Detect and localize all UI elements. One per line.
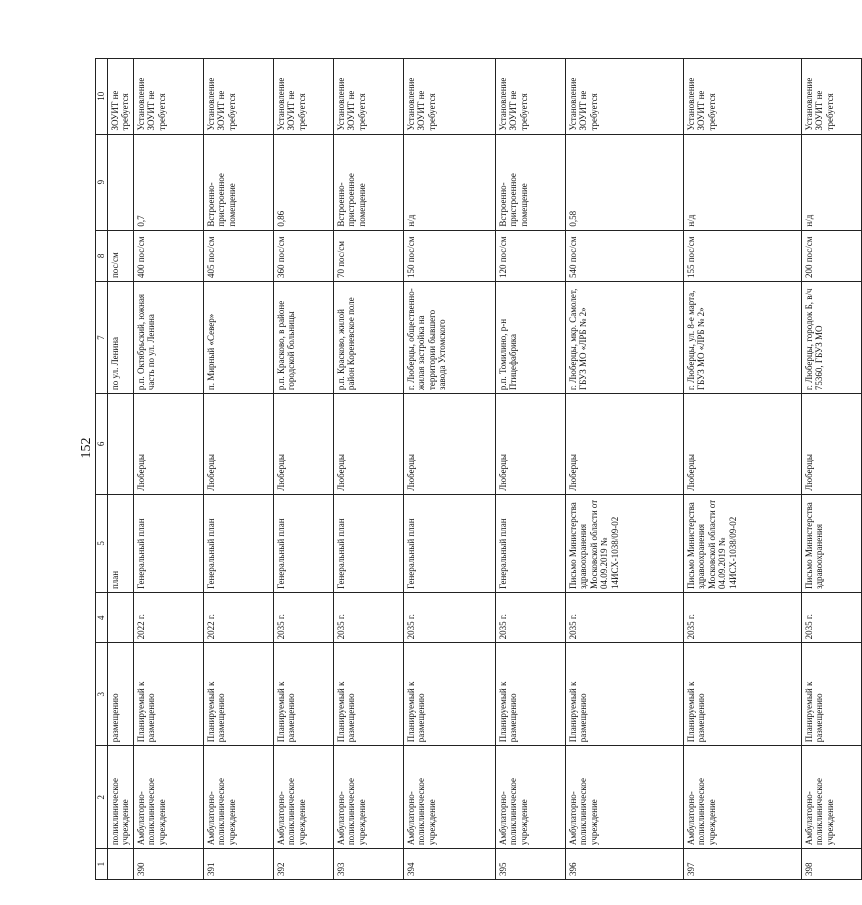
table-cell-5: Генеральный план <box>333 494 403 592</box>
table-cell-10: Установление ЗОУИТ не требуется <box>565 59 683 135</box>
table-cell-10: Установление ЗОУИТ не требуется <box>403 59 495 135</box>
table-cell-8: 400 пос/см <box>133 230 203 281</box>
table-cell-3: размещению <box>107 643 133 746</box>
rotated-table-wrapper <box>95 58 835 880</box>
column-number: 2 <box>96 746 108 849</box>
table-row <box>683 59 801 880</box>
table-cell-1: 394 <box>403 849 495 880</box>
table-cell-8: пос/см <box>107 230 133 281</box>
table-cell-5: Письмо Министерства здравоохранения Московской области от 04.09.2019 № 14ИСХ-1038/09-02 <box>683 494 801 592</box>
column-number: 8 <box>96 230 108 281</box>
table-cell-1: 392 <box>273 849 333 880</box>
table-cell-5: Генеральный план <box>403 494 495 592</box>
column-number: 7 <box>96 282 108 394</box>
table-cell-6: Люберцы <box>203 394 273 495</box>
table-cell-4: 2035 г. <box>801 593 861 643</box>
table-cell-5: Генеральный план <box>273 494 333 592</box>
table-cell-7: г. Люберцы, ул. 8-е марта, ГБУЗ МО «ЛРБ № 2» <box>683 282 801 394</box>
table-cell-4 <box>107 593 133 643</box>
table-cell-6 <box>107 394 133 495</box>
column-number: 1 <box>96 849 108 880</box>
table-cell-5: Генеральный план <box>133 494 203 592</box>
table-cell-3: Планируемый к размещению <box>403 643 495 746</box>
table-cell-2: Амбулаторно-поликлиническое учреждение <box>133 746 203 849</box>
table-cell-2: поликлиническое учреждение <box>107 746 133 849</box>
table-cell-9 <box>107 134 133 230</box>
table-cell-1: 393 <box>333 849 403 880</box>
table-cell-10: Установление ЗОУИТ не требуется <box>683 59 801 135</box>
table-cell-9: 0,7 <box>133 134 203 230</box>
table-cell-4: 2035 г. <box>683 593 801 643</box>
table-cell-10: Установление ЗОУИТ не требуется <box>801 59 861 135</box>
table-cell-10: Установление ЗОУИТ не требуется <box>495 59 565 135</box>
table-cell-5: план <box>107 494 133 592</box>
table-cell-2: Амбулаторно-поликлиническое учреждение <box>273 746 333 849</box>
table-cell-1: 398 <box>801 849 861 880</box>
table-cell-3: Планируемый к размещению <box>273 643 333 746</box>
column-number: 6 <box>96 394 108 495</box>
table-cell-3: Планируемый к размещению <box>133 643 203 746</box>
table-cell-8: 120 пос/см <box>495 230 565 281</box>
table-cell-1: 395 <box>495 849 565 880</box>
table-cell-3: Планируемый к размещению <box>683 643 801 746</box>
table-cell-7: р.п. Красково, в районе городской больницы <box>273 282 333 394</box>
column-number-row <box>96 59 108 880</box>
table-cell-7: по ул. Ленина <box>107 282 133 394</box>
table-cell-6: Люберцы <box>133 394 203 495</box>
table-cell-10: Установление ЗОУИТ не требуется <box>203 59 273 135</box>
table-cell-8: 540 пос/см <box>565 230 683 281</box>
table-cell-4: 2035 г. <box>565 593 683 643</box>
table-cell-4: 2035 г. <box>273 593 333 643</box>
table-cell-9: 0,86 <box>273 134 333 230</box>
table-cell-4: 2035 г. <box>403 593 495 643</box>
table-cell-3: Планируемый к размещению <box>333 643 403 746</box>
table-cell-7: г. Люберцы, общественно-жилая застройка на территории бывшего завода Ухтомского <box>403 282 495 394</box>
table-row <box>565 59 683 880</box>
table-cell-6: Люберцы <box>495 394 565 495</box>
table-cell-10: Установление ЗОУИТ не требуется <box>333 59 403 135</box>
table-cell-1: 390 <box>133 849 203 880</box>
table-cell-1 <box>107 849 133 880</box>
table-cell-6: Люберцы <box>801 394 861 495</box>
column-number: 5 <box>96 494 108 592</box>
table-row <box>403 59 495 880</box>
table-cell-4: 2035 г. <box>333 593 403 643</box>
table-cell-2: Амбулаторно-поликлиническое учреждение <box>333 746 403 849</box>
table-cell-4: 2022 г. <box>203 593 273 643</box>
table-cell-7: п. Мирный «Север» <box>203 282 273 394</box>
table-cell-10: ЗОУИТ не требуется <box>107 59 133 135</box>
table-cell-9: Встроенно-пристроенное помещение <box>495 134 565 230</box>
table-cell-8: 360 пос/см <box>273 230 333 281</box>
table-row <box>107 59 133 880</box>
table-cell-7: р.п. Томилино, р-н Птицефабрика <box>495 282 565 394</box>
column-number: 3 <box>96 643 108 746</box>
table-cell-9: 0,58 <box>565 134 683 230</box>
table-cell-7: р.п. Красково, жилой район Кореневское поле <box>333 282 403 394</box>
table-cell-4: 2022 г. <box>133 593 203 643</box>
table-cell-4: 2035 г. <box>495 593 565 643</box>
table-cell-8: 200 пос/см <box>801 230 861 281</box>
table-cell-1: 391 <box>203 849 273 880</box>
column-number: 9 <box>96 134 108 230</box>
table-cell-9: н/д <box>801 134 861 230</box>
table-cell-2: Амбулаторно-поликлиническое учреждение <box>683 746 801 849</box>
table-cell-6: Люберцы <box>403 394 495 495</box>
table-cell-1: 396 <box>565 849 683 880</box>
table-cell-5: Генеральный план <box>203 494 273 592</box>
table-cell-8: 150 пос/см <box>403 230 495 281</box>
table-row <box>273 59 333 880</box>
table-row <box>133 59 203 880</box>
table-cell-5: Письмо Министерства здравоохранения <box>801 494 861 592</box>
table-cell-8: 405 пос/см <box>203 230 273 281</box>
table-cell-3: Планируемый к размещению <box>565 643 683 746</box>
page-number: 152 <box>79 437 94 459</box>
table-cell-5: Генеральный план <box>495 494 565 592</box>
table-row <box>333 59 403 880</box>
table-cell-3: Планируемый к размещению <box>495 643 565 746</box>
table-cell-2: Амбулаторно-поликлиническое учреждение <box>403 746 495 849</box>
table-cell-2: Амбулаторно-поликлиническое учреждение <box>495 746 565 849</box>
table-row <box>495 59 565 880</box>
table-cell-3: Планируемый к размещению <box>801 643 861 746</box>
table-cell-9: н/д <box>683 134 801 230</box>
table-cell-9: Встроенно-пристроенное помещение <box>333 134 403 230</box>
table-cell-6: Люберцы <box>683 394 801 495</box>
table-cell-6: Люберцы <box>273 394 333 495</box>
table-cell-6: Люберцы <box>333 394 403 495</box>
table-cell-2: Амбулаторно-поликлиническое учреждение <box>565 746 683 849</box>
table-cell-5: Письмо Министерства здравоохранения Московской области от 04.09.2019 № 14ИСХ-1038/09-02 <box>565 494 683 592</box>
table-cell-1: 397 <box>683 849 801 880</box>
table-cell-8: 155 пос/см <box>683 230 801 281</box>
table-cell-2: Амбулаторно-поликлиническое учреждение <box>203 746 273 849</box>
column-number: 4 <box>96 593 108 643</box>
table-cell-7: р.п. Октябрьский, южная часть по ул. Ленина <box>133 282 203 394</box>
table-row <box>203 59 273 880</box>
table-cell-9: Встроенно-пристроенное помещение <box>203 134 273 230</box>
table-cell-7: г. Люберцы, мкр. Самолет, ГБУЗ МО «ЛРБ № 2» <box>565 282 683 394</box>
table-cell-7: г. Люберцы, городок Б, в/ч 75360, ГБУЗ МО <box>801 282 861 394</box>
table-cell-9: н/д <box>403 134 495 230</box>
table-cell-10: Установление ЗОУИТ не требуется <box>133 59 203 135</box>
table-cell-2: Амбулаторно-поликлиническое учреждение <box>801 746 861 849</box>
table-cell-8: 70 пос/см <box>333 230 403 281</box>
table-cell-3: Планируемый к размещению <box>203 643 273 746</box>
table-cell-10: Установление ЗОУИТ не требуется <box>273 59 333 135</box>
column-number: 10 <box>96 59 108 135</box>
table-row <box>801 59 861 880</box>
data-table <box>95 58 862 880</box>
table-cell-6: Люберцы <box>565 394 683 495</box>
